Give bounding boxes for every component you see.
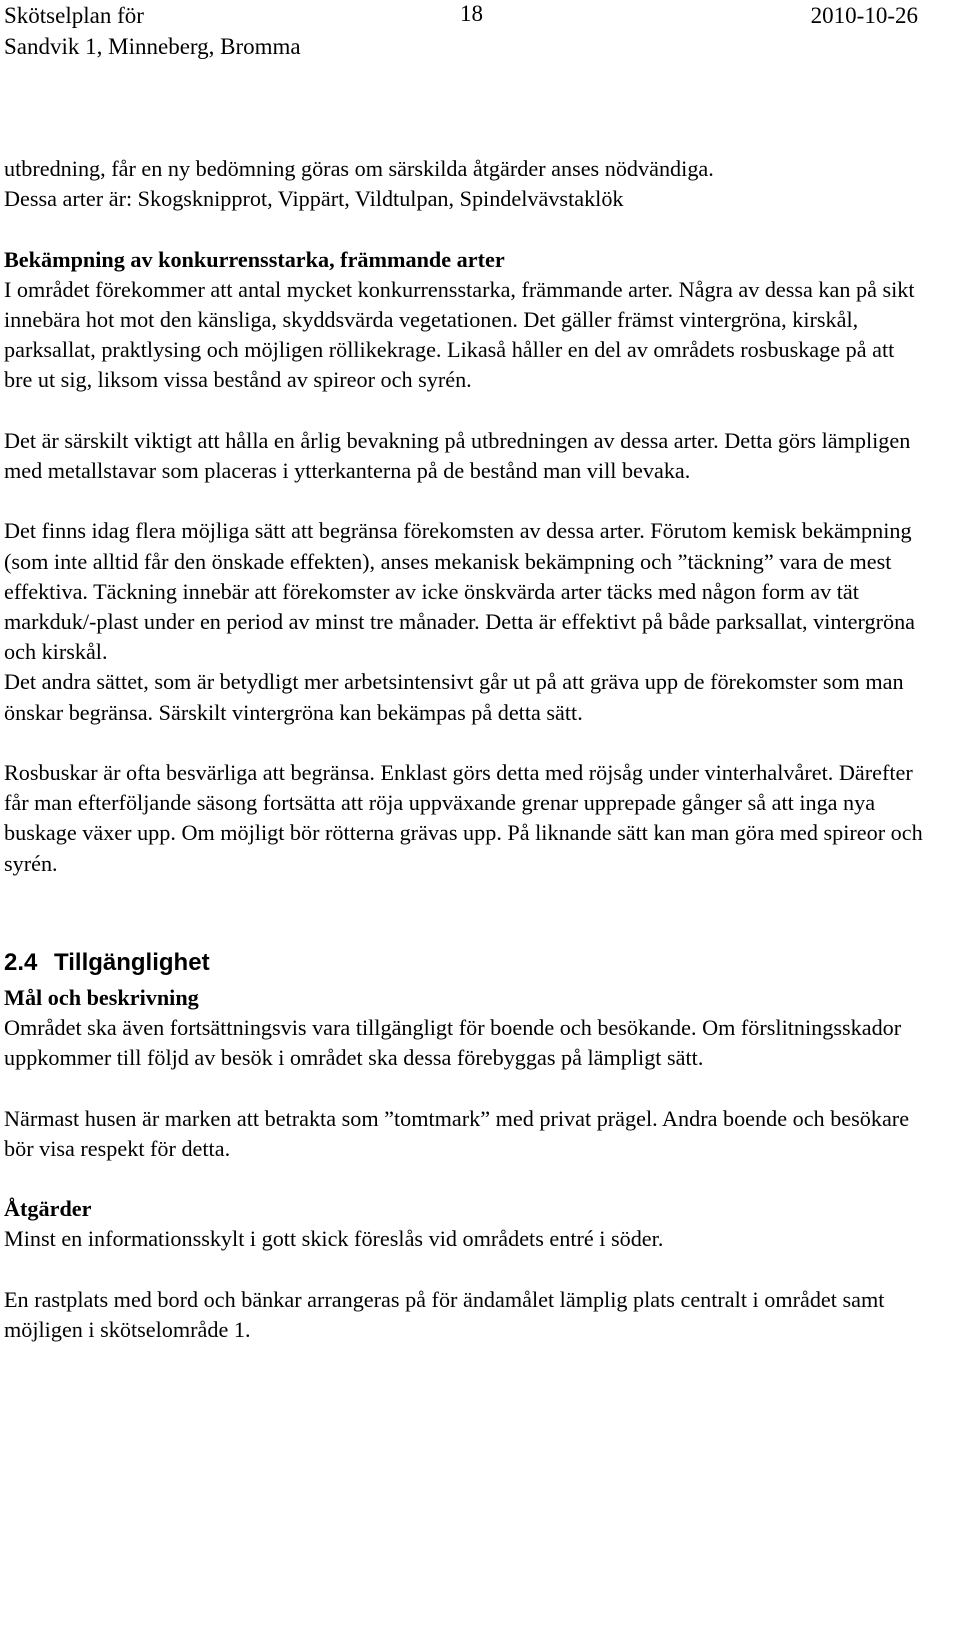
- measures-paragraph-1: Minst en informationsskylt i gott skick föreslås vid områdets entré i söder.: [4, 1226, 664, 1252]
- page-body: [4, 154, 924, 1345]
- intro-line-1: utbredning, får en ny bedömning göras om särskilda åtgärder anses nödvändiga.: [4, 156, 714, 181]
- spacer: [4, 1255, 924, 1285]
- spacer: [4, 486, 924, 516]
- invasive-paragraph-1: I området förekommer att antal mycket konkurrensstarka, främmande arter. Några av dessa kan på sikt innebära hot mot den känsliga, skyddsvärda vegetationen. Det gäller främst vintergröna, kirskål, parksallat, praktlysing och möjligen röllikekrage. Likaså håller en del av områdets rosbuskage på att bre ut sig, liksom vissa bestånd av spireor och syrén.: [4, 276, 915, 393]
- document-title: [4, 0, 301, 62]
- spacer: [4, 1164, 924, 1194]
- section-title: Tillgänglighet: [54, 948, 210, 976]
- document-title-line-1: Skötselplan för: [4, 3, 144, 28]
- invasive-paragraph-2: Det är särskilt viktigt att hålla en årlig bevakning på utbredningen av dessa arter. Detta görs lämpligen med metallstavar som placeras i ytterkanterna på de bestånd man vill bevaka.: [4, 427, 911, 483]
- intro-line-2: Dessa arter är: Skogsknipprot, Vippärt, Vildtulpan, Spindelvävstaklök: [4, 186, 624, 212]
- section-heading: [4, 945, 924, 981]
- spacer: [4, 1073, 924, 1103]
- section-number: 2.4: [4, 948, 38, 976]
- measures-heading: Åtgärder: [4, 1196, 92, 1222]
- invasive-paragraph-4: Det andra sättet, som är betydligt mer arbetsintensivt går ut på att gräva upp de förekomster som man önskar begränsa. Särskilt vintergröna kan bekämpas på detta sätt.: [4, 669, 904, 725]
- page-header: [4, 0, 924, 70]
- document-title-line-2: Sandvik 1, Minneberg, Bromma: [4, 34, 301, 59]
- invasive-paragraph-5: Rosbuskar är ofta besvärliga att begränsa. Enklast görs detta med röjsåg under vinterhalvåret. Därefter får man efterföljande säsong fortsätta att röja uppväxande grenar upprepade gånger så att inga nya buskage växer upp. Om möjligt bör rötterna grävas upp. På liknande sätt kan man göra med spireor och syrén.: [4, 760, 923, 876]
- page-number: 18: [460, 1, 483, 26]
- spacer: [4, 214, 924, 244]
- invasive-species-heading: Bekämpning av konkurrensstarka, främmande arter: [4, 246, 505, 272]
- goals-heading: Mål och beskrivning: [4, 984, 199, 1010]
- spacer: [4, 728, 924, 758]
- invasive-paragraph-3: Det finns idag flera möjliga sätt att begränsa förekomsten av dessa arter. Förutom kemisk bekämpning (som inte alltid får den önskade effekten), anses mekanisk bekämpning och ”täckning” vara de mest effektiva. Täckning innebär att förekomster av icke önskvärda arter täcks med någon form av tät markduk/-plast under en period av minst tre månader. Detta är effektivt på både parksallat, vintergröna och kirskål.: [4, 518, 916, 665]
- spacer: [4, 396, 924, 426]
- goals-paragraph-2: Närmast husen är marken att betrakta som ”tomtmark” med privat prägel. Andra boende och besökare bör visa respekt för detta.: [4, 1105, 910, 1161]
- spacer: [4, 879, 924, 945]
- document-date: 2010-10-26: [810, 3, 918, 28]
- measures-paragraph-2: En rastplats med bord och bänkar arrangeras på för ändamålet lämplig plats centralt i området samt möjligen i skötselområde 1.: [4, 1286, 885, 1342]
- goals-paragraph-1: Området ska även fortsättningsvis vara tillgängligt för boende och besökande. Om förslitningsskador uppkommer till följd av besök i området ska dessa förebyggas på lämpligt sätt.: [4, 1015, 902, 1071]
